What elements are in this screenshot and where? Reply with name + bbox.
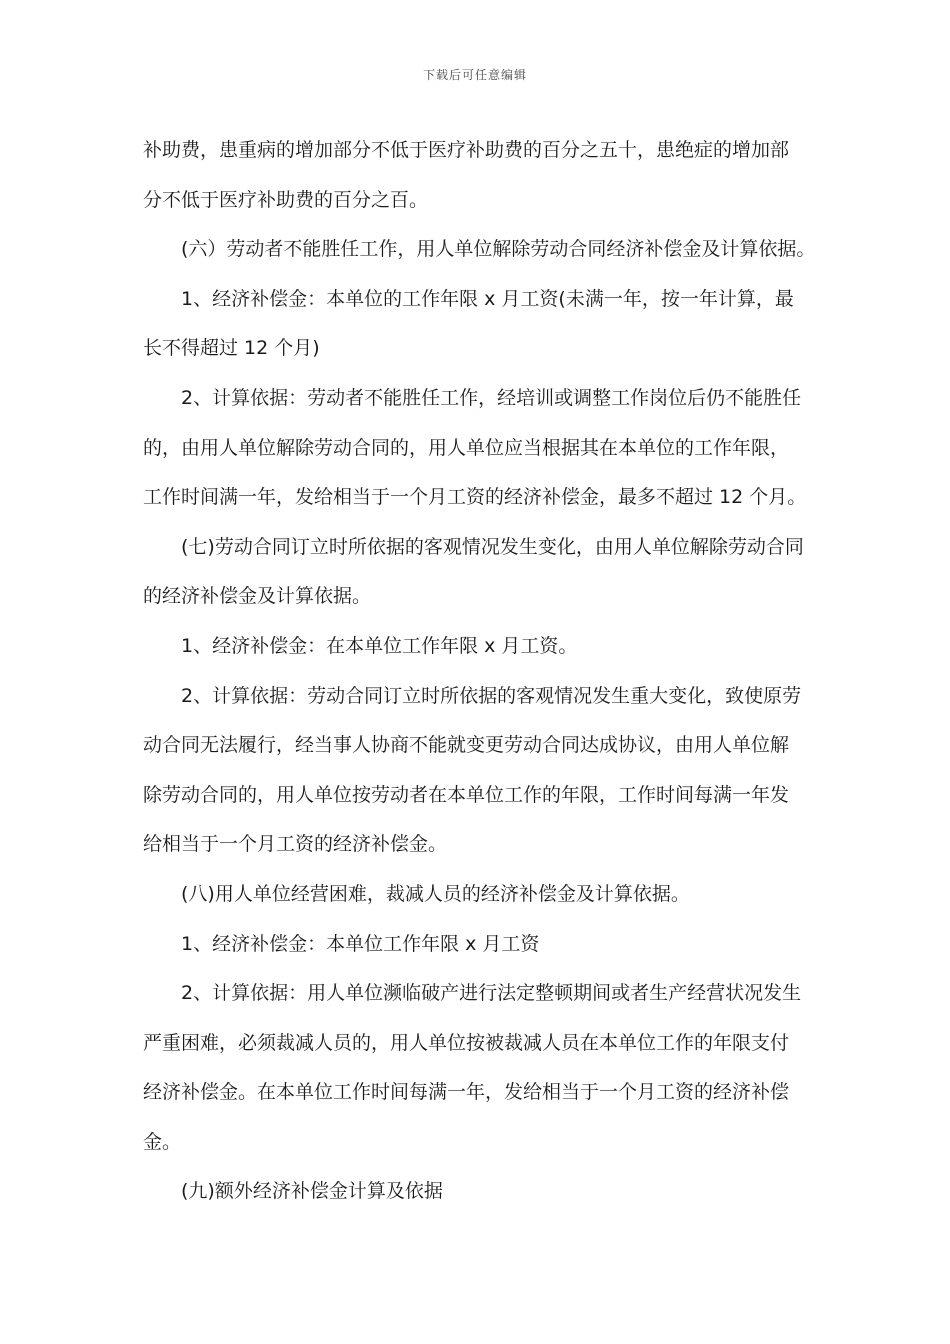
text-line: 1、经济补偿金：在本单位工作年限 x 月工资。	[181, 634, 578, 657]
text-line: 补助费，患重病的增加部分不低于医疗补助费的百分之五十，患绝症的增加部	[143, 139, 790, 161]
text-line: 工作时间满一年，发给相当于一个月工资的经济补偿金，最多不超过 12 个月。	[143, 486, 807, 509]
document-body	[143, 126, 816, 1217]
text-line: 的，由用人单位解除劳动合同的，用人单位应当根据其在本单位的工作年限，	[143, 436, 790, 459]
text-line: 金。	[143, 1130, 182, 1153]
text-line: 1、经济补偿金：本单位工作年限 x 月工资	[181, 932, 540, 955]
text-line: 经济补偿金。在本单位工作时间每满一年，发给相当于一个月工资的经济补偿	[143, 1081, 790, 1104]
text-line: 动合同无法履行，经当事人协商不能就变更劳动合同达成协议，由用人单位解	[143, 734, 790, 757]
section-heading-6: (六）劳动者不能胜任工作，用人单位解除劳动合同经济补偿金及计算依据。	[181, 238, 816, 261]
section-heading-7: (七)劳动合同订立时所依据的客观情况发生变化，由用人单位解除劳动合同	[181, 535, 804, 558]
text-line: 长不得超过 12 个月)	[143, 337, 320, 360]
text-line: 2、计算依据：劳动者不能胜任工作，经培训或调整工作岗位后仍不能胜任	[181, 386, 802, 409]
text-line: 的经济补偿金及计算依据。	[143, 585, 372, 608]
text-line: 分不低于医疗补助费的百分之百。	[143, 188, 429, 211]
text-line: 严重困难，必须裁减人员的，用人单位按被裁减人员在本单位工作的年限支付	[143, 1031, 790, 1054]
page-header-note: 下载后可任意编辑	[422, 68, 527, 82]
text-line: 1、经济补偿金：本单位的工作年限 x 月工资(未满一年，按一年计算，最	[181, 287, 794, 310]
section-heading-9: (九)额外经济补偿金计算及依据	[181, 1180, 443, 1203]
text-line: 给相当于一个月工资的经济补偿金。	[143, 833, 448, 856]
text-line: 2、计算依据：用人单位濒临破产进行法定整顿期间或者生产经营状况发生	[181, 982, 802, 1005]
text-line: 2、计算依据：劳动合同订立时所依据的客观情况发生重大变化，致使原劳	[181, 684, 802, 707]
text-line: 除劳动合同的，用人单位按劳动者在本单位工作的年限，工作时间每满一年发	[143, 783, 790, 806]
section-heading-8: (八)用人单位经营困难，裁减人员的经济补偿金及计算依据。	[181, 882, 690, 905]
